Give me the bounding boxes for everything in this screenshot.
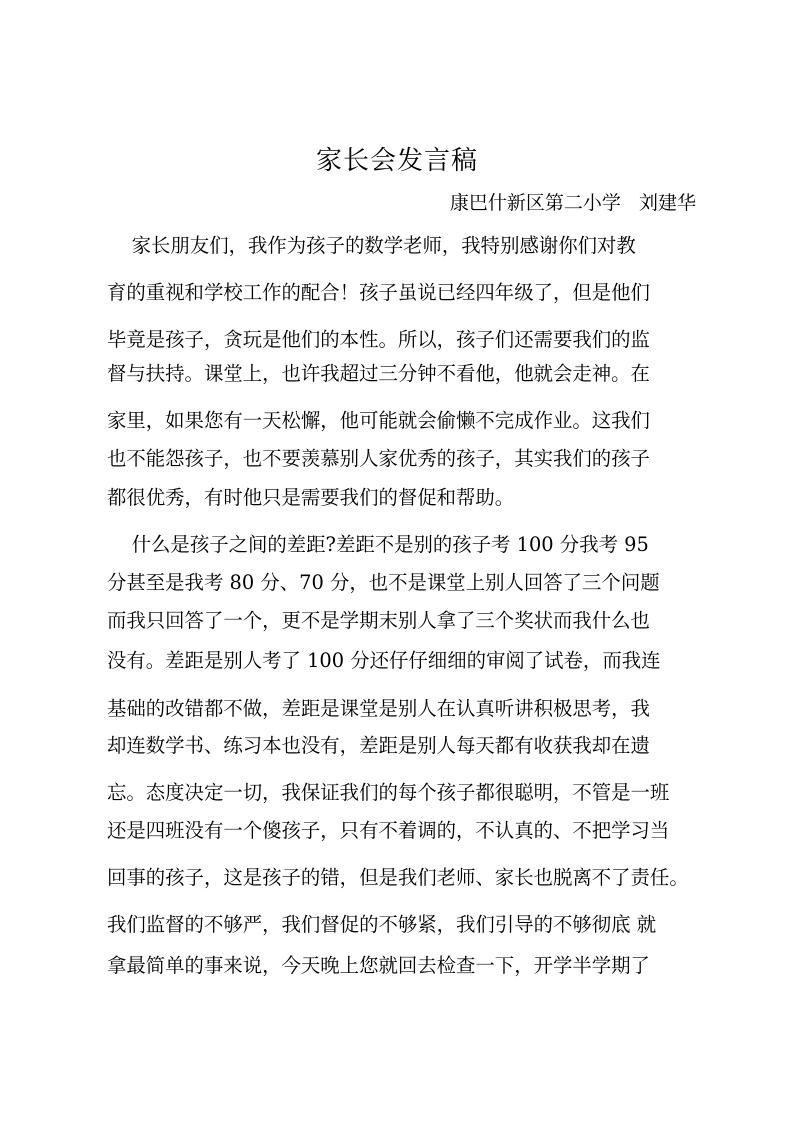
text-line: 忘。态度决定一切，我保证我们的每个孩子都很聪明，不管是一班 [107,781,670,804]
text-line: 拿最简单的事来说，今天晚上您就回去检查一下，开学半学期了 [107,954,650,977]
author-byline: 康巴什新区第二小学 刘建华 [449,192,696,214]
text-line: 家长朋友们，我作为孩子的数学老师，我特别感谢你们对教 [107,234,636,257]
text-line: 我们监督的不够严，我们督促的不够紧，我们引导的不够彻底 就 [107,913,657,936]
text-line: 没有。差距是别人考了 100 分还仔仔细细的审阅了试卷，而我连 [107,649,661,672]
text-line: 都很优秀，有时他只是需要我们的督促和帮助。 [107,486,515,509]
text-line: 却连数学书、练习本也没有，差距是别人每天都有收获我却在遗 [107,734,650,757]
text-line: 而我只回答了一个，更不是学期末别人拿了三个奖状而我什么也 [107,609,650,632]
text-line: 督与扶持。课堂上，也许我超过三分钟不看他，他就会走神。在 [107,362,650,385]
text-line: 回事的孩子，这是孩子的错，但是我们老师、家长也脱离不了责任。 [107,866,689,889]
text-line: 家里，如果您有一天松懈，他可能就会偷懒不完成作业。这我们 [107,409,650,432]
text-line: 什么是孩子之间的差距?差距不是别的孩子考 100 分我考 95 [107,533,649,556]
page-title: 家长会发言稿 [315,146,478,176]
text-line: 育的重视和学校工作的配合！孩子虽说已经四年级了，但是他们 [107,281,650,304]
text-line: 基础的改错都不做，差距是课堂是别人在认真听讲积极思考，我 [107,697,650,720]
text-line: 也不能怨孩子，也不要羡慕别人家优秀的孩子，其实我们的孩子 [107,447,650,470]
text-line: 分甚至是我考 80 分、70 分，也不是课堂上别人回答了三个问题 [107,571,660,594]
text-line: 还是四班没有一个傻孩子，只有不着调的，不认真的、不把学习当 [107,819,670,842]
text-line: 毕竟是孩子，贪玩是他们的本性。所以，孩子们还需要我们的监 [107,328,650,351]
